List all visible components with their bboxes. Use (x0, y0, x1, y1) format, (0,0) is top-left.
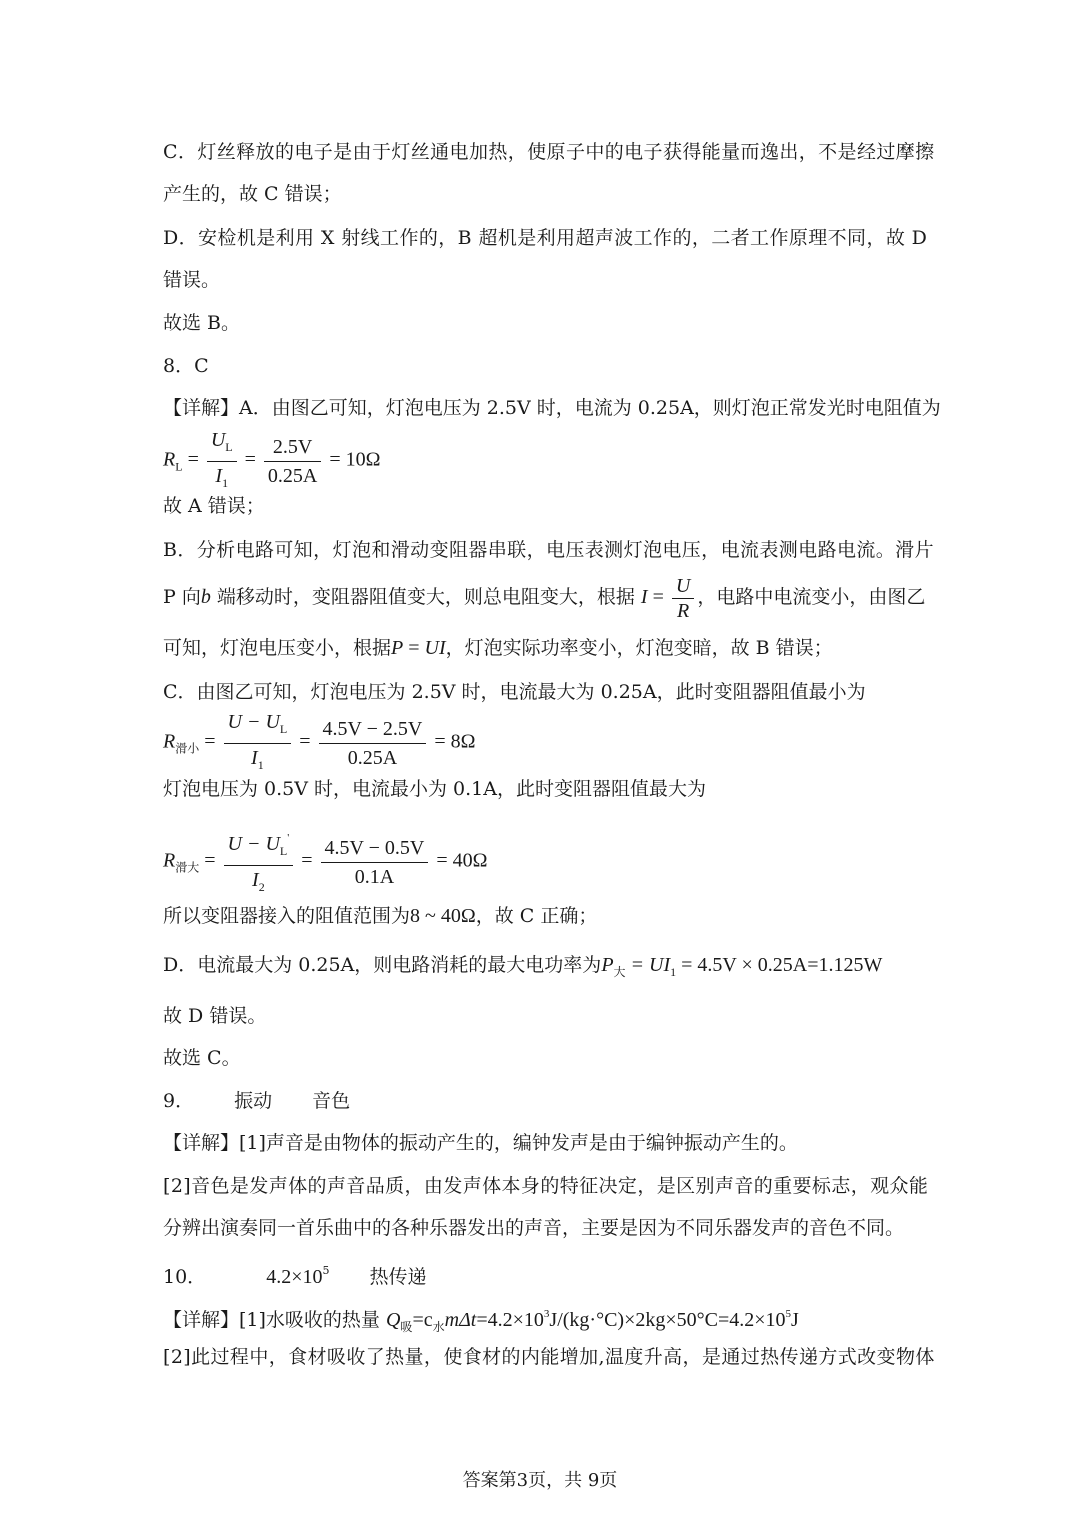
q8-heading: 8．C (163, 355, 209, 377)
q9-heading: 9． 振动 音色 (163, 1090, 351, 1112)
q8-explain-a: 【详解】A．由图乙可知，灯泡电压为 2.5V 时，电流为 0.25A，则灯泡正常发光时电阻值为 (163, 397, 941, 419)
q8-a-conclusion: 故 A 错误； (163, 495, 265, 517)
q9-explain-2: [2]音色是发声体的声音品质，由发声体本身的特征决定，是区别声音的重要标志，观众能 (163, 1175, 929, 1197)
q8-explain-b-line3: 可知，灯泡电压变小，根据P = UI，灯泡实际功率变小，灯泡变暗，故 B 错误； (163, 637, 833, 659)
fraction-max-values: $\frac{4.5V - 0.5V}{0.1A}$ (321, 835, 429, 889)
q7-option-d-line2: 错误。 (163, 269, 221, 291)
page-footer: 答案第3页，共 9页 (462, 1470, 618, 1491)
q8-explain-b-line1: B．分析电路可知，灯泡和滑动变阻器串联，电压表测灯泡电压，电流表测电路电流。滑片 (163, 539, 934, 561)
q7-option-c-line1: C．灯丝释放的电子是由于灯丝通电加热，使原子中的电子获得能量而逸出，不是经过摩擦 (163, 141, 935, 163)
fraction-values: $\frac{2.5V}{0.25A}$ (264, 434, 321, 488)
q9-explain-3: 分辨出演奏同一首乐曲中的各种乐器发出的声音，主要是因为不同乐器发声的音色不同。 (163, 1217, 905, 1239)
fraction-u-minus-ul-prime: $\frac{U - U_L'}{I_2}$ (224, 825, 294, 899)
q10-explain-2: [2]此过程中，食材吸收了热量，使食材的内能增加,温度升高，是通过热传递方式改变物体 (163, 1346, 935, 1368)
formula-rl: $R_L$ = $\frac{U_L}{I_1}$ = $\frac{2.5V}{0.25A}$ = 10Ω (163, 427, 381, 495)
q10-explain-1: 【详解】[1]水吸收的热量 $Q_吸=c_水m\Delta t=4.2\times 10^3J/(kg\cdot^\circ C)\times 2kg\times 50^\circ C=4.2\times 10^5J$ (163, 1308, 799, 1334)
ohm-law-fraction: $\frac{U}{R}$ (672, 575, 694, 621)
q8-explain-c-line1: C．由图乙可知，灯泡电压为 2.5V 时，电流最大为 0.25A，此时变阻器阻值最小为 (163, 681, 866, 703)
q7-option-d-line1: D．安检机是利用 X 射线工作的，B 超机是利用超声波工作的，二者工作原理不同，故 D (163, 227, 928, 249)
q10-heading: 10． $4.2\times 10^5$ 热传递 (163, 1264, 427, 1288)
q8-explain-b-line2: P 向b 端移动时，变阻器阻值变大，则总电阻变大，根据 I = $\frac{U}{R}$ ，电路中电流变小，由图乙 (163, 575, 926, 622)
q8-answer: 故选 C。 (163, 1047, 241, 1069)
formula-r-max: $R_{滑大}$ = $\frac{U - U_L'}{I_2}$ = $\frac{4.5V - 0.5V}{0.1A}$ = 40Ω (163, 825, 487, 899)
q8-d-conclusion: 故 D 错误。 (163, 1005, 267, 1027)
fraction-ul-over-i1: $\frac{U_L}{I_1}$ (207, 427, 237, 495)
formula-r-min: $R_{滑小}$ = $\frac{U - U_L}{I_1}$ = $\frac{4.5V - 2.5V}{0.25A}$ = 8Ω (163, 709, 476, 777)
q8-explain-d-line1: D．电流最大为 0.25A，则电路消耗的最大电功率为$P_大 = UI_1 = 4.5V \times 0.25A=1.125W$ (163, 954, 883, 979)
q8-explain-c-line2: 灯泡电压为 0.5V 时，电流最小为 0.1A，此时变阻器阻值最大为 (163, 778, 706, 800)
fraction-min-values: $\frac{4.5V - 2.5V}{0.25A}$ (319, 716, 427, 770)
q7-option-c-line2: 产生的，故 C 错误； (163, 183, 342, 205)
q7-answer: 故选 B。 (163, 312, 241, 334)
fraction-u-minus-ul: $\frac{U - U_L}{I_1}$ (224, 709, 292, 777)
q8-explain-c-line3: 所以变阻器接入的阻值范围为8 ~ 40Ω，故 C 正确； (163, 905, 598, 927)
q9-explain-1: 【详解】[1]声音是由物体的振动产生的，编钟发声是由于编钟振动产生的。 (163, 1132, 798, 1154)
